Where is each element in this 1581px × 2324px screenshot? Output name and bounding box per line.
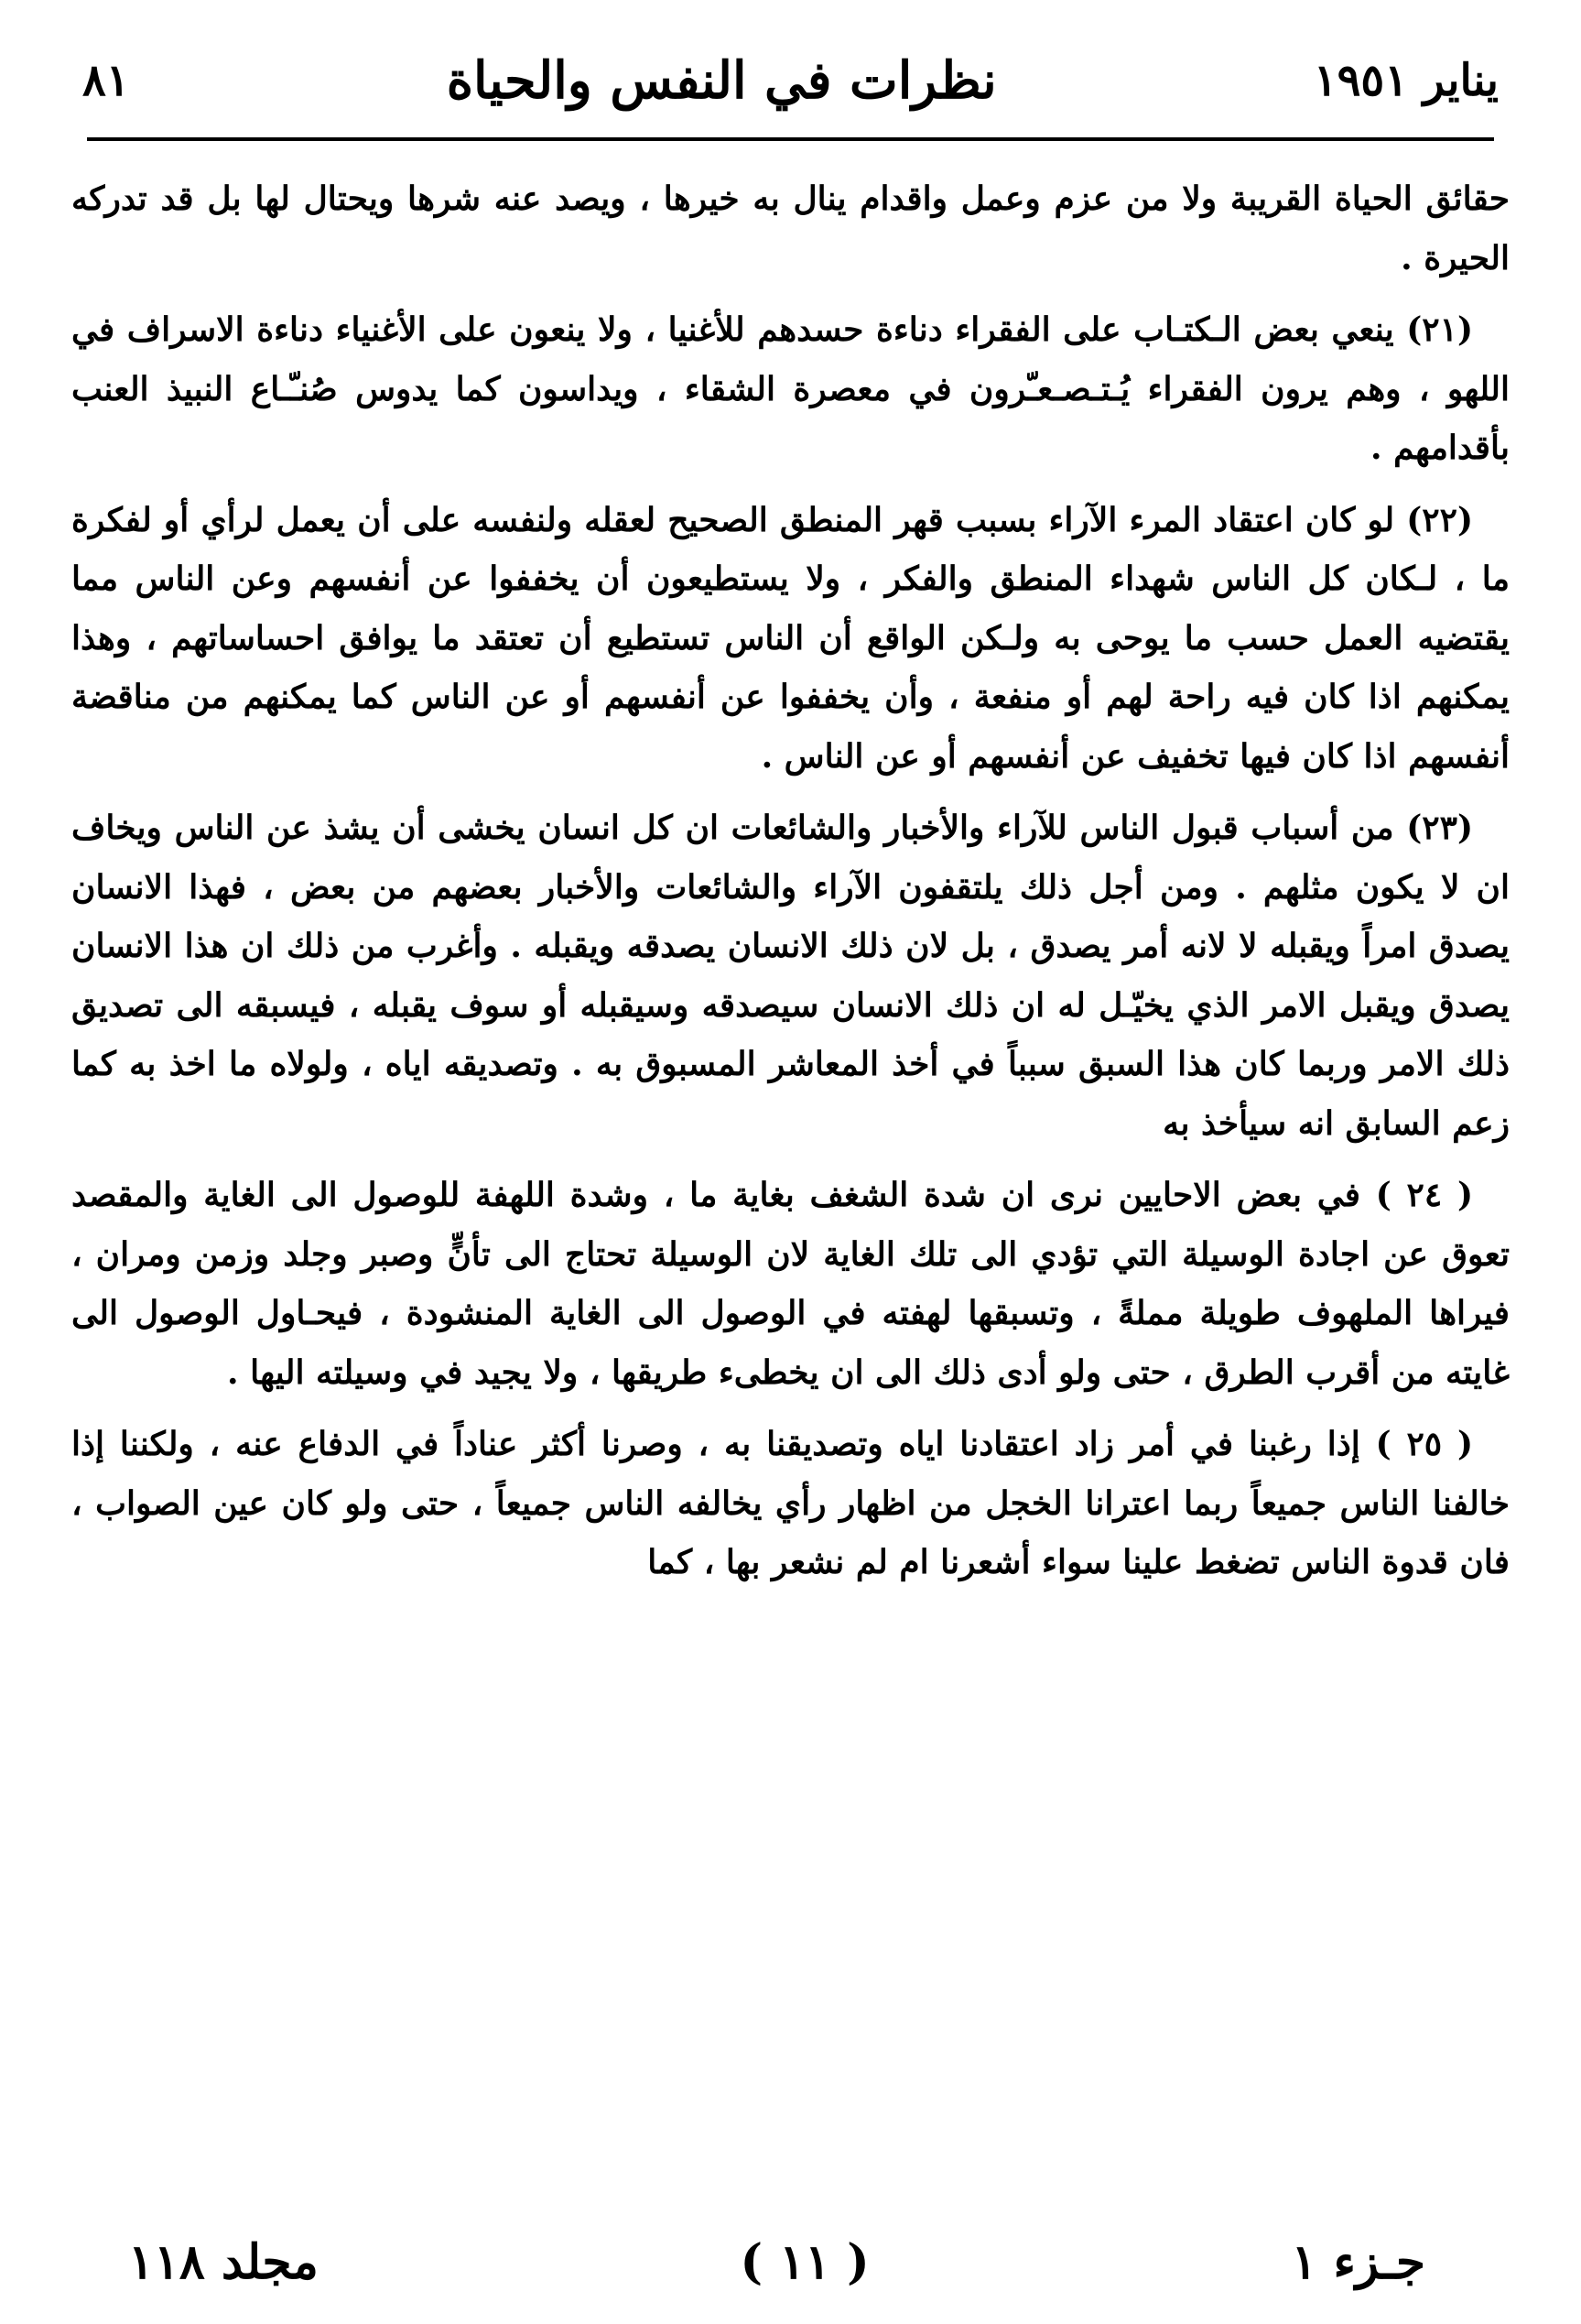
page-number: ٨١	[82, 55, 130, 106]
footer-sheet-number: ( ١١ )	[740, 2233, 870, 2290]
paragraph-22: (٢٢) لو كان اعتقاد المرء الآراء بسبب قهر المنطق الصحيح لعقله ولنفسه على أن يعمل لرأي أو لفكرة ما ، لـكان كل الناس شهداء المنطق والفكر ، ولا يستطيعون أن يخففوا عن أنفسهم وعن الناس مما يقتضيه العمل حسب ما يوحى به ولـكن الواقع أن الناس تستطيع أن تعتقد ما يوافق احساساتهم ، وهذا يمكنهم اذا كان فيه راحة لهم أو منفعة ، وأن يخففوا عن أنفسهم أو عن الناس كما يمكنهم من مناقضة أنفسهم اذا كان فيها تخفيف عن أنفسهم أو عن الناس .	[71, 500, 1510, 776]
paragraph-24: ( ٢٤ ) في بعض الاحايين نرى ان شدة الشغف بغاية ما ، وشدة اللهفة للوصول الى الغاية والمقصد تعوق عن اجادة الوسيلة التي تؤدي الى تلك الغاية لان الوسيلة تحتاج الى تأنٍّ وصبر وجلد وزمن ومران ، فيراها الملهوف طويلة مملةً ، وتسبقها لهفته في الوصول الى الغاية المنشودة ، فيحـاول الوصول الى غايته من أقرب الطرق ، حتى ولو أدى ذلك الى ان يخطىء طريقها ، ولا يجيد في وسيلته اليها .	[71, 1176, 1510, 1392]
paragraph-continuation: حقائق الحياة القريبة ولا من عزم وعمل واقدام ينال به خيرها ، ويصد عنه شرها ويحتال لها بل قد تدركه الحيرة .	[71, 179, 1511, 277]
page-body	[71, 169, 1510, 1605]
paragraph-21: (٢١) ينعي بعض الـكتـاب على الفقراء دناءة حسدهم للأغنيا ، ولا ينعون على الأغنياء دناءة الاسراف في اللهو ، وهم يرون الفقراء يُـتـصـعـّرون في معصرة الشقاء ، ويداسون كما يدوس صُنـّـاع النبيذ العنب بأقدامهم .	[71, 310, 1510, 467]
header-date: يناير ١٩٥١	[1313, 55, 1499, 106]
page-header	[82, 44, 1499, 117]
page-footer	[128, 2225, 1425, 2298]
page-title: نظرات في النفس والحياة	[446, 50, 997, 111]
header-divider	[87, 137, 1494, 141]
footer-volume: مجلد ١١٨	[128, 2233, 319, 2290]
paragraph-25: ( ٢٥ ) إذا رغبنا في أمر زاد اعتقادنا اياه وتصديقنا به ، وصرنا أكثر عناداً في الدفاع عنه ، ولكننا إذا خالفنا الناس جميعاً ربما اعترانا الخجل من اظهار رأي يخالفه الناس جميعاً ، حتى ولو كان عين الصواب ، فان قدوة الناس تضغط علينا سواء أشعرنا ام لم نشعر بها ، كما	[71, 1425, 1510, 1581]
paragraph-23: (٢٣) من أسباب قبول الناس للآراء والأخبار والشائعات ان كل انسان يخشى أن يشذ عن الناس ويخاف ان لا يكون مثلهم . ومن أجل ذلك يلتقفون الآراء والشائعات والأخبار بعضهم من بعض ، فهذا الانسان يصدق امراً ويقبله لا لانه أمر يصدق ، بل لان ذلك الانسان يصدقه ويقبله . وأغرب من ذلك ان هذا الانسان يصدق ويقبل الامر الذي يخيّـل له ان ذلك الانسان سيصدقه وسيقبله أو سوف يقبله ، فيسبقه الى تصديق ذلك الامر وربما كان هذا السبق سبباً في أخذ المعاشر المسبوق به . وتصديقه اياه ، ولولاه ما اخذ به كما زعم السابق انه سيأخذ به	[71, 809, 1510, 1143]
footer-part: جـزء ١	[1291, 2233, 1425, 2290]
